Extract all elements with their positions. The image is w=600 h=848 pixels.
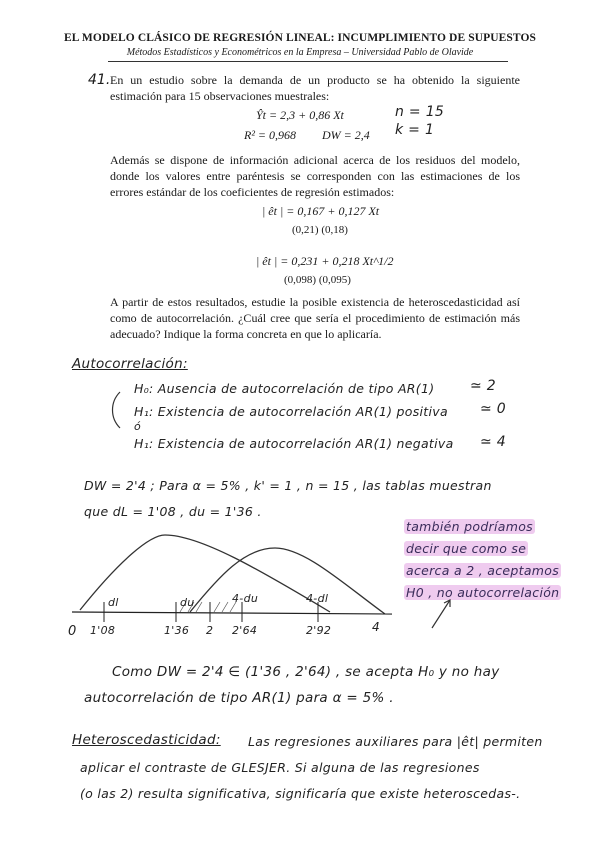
axis-du-label: du: [180, 596, 195, 609]
axis-4du-label: 4-du: [232, 592, 259, 605]
hypothesis-h1-negative: H₁: Existencia de autocorrelación AR(1) negativa: [134, 436, 454, 451]
heteroscedasticity-heading: Heteroscedasticidad:: [72, 732, 221, 748]
note-k: k = 1: [395, 122, 435, 138]
problem-intro: En un estudio sobre la demanda de un producto se ha obtenido la siguiente estimación para 15 observaciones muestrales:: [110, 73, 520, 103]
conclusion-line-1: Como DW = 2'4 ∈ (1'36 , 2'64) , se acepta H₀ y no hay: [112, 664, 500, 680]
side-note-line-4: H0 , no autocorrelación: [406, 585, 560, 600]
r-squared: R² = 0,968: [244, 128, 297, 142]
auxiliary-regression-2: | êt | = 0,231 + 0,218 Xt^1/2: [256, 254, 394, 268]
residual-info: Además se dispone de información adicional acerca de los residuos del modelo, donde los valores entre paréntesis se corresponden con las estimaciones de los errores estándar de los coeficientes de regresión estimados:: [110, 153, 520, 199]
side-note-line-2: decir que como se: [406, 541, 527, 556]
regression-equation: Ŷt = 2,3 + 0,86 Xt: [256, 108, 344, 122]
side-note-arrowhead: [444, 600, 450, 607]
hypothesis-h1-value: ≃ 0: [480, 401, 506, 417]
axis-dl-label: dl: [108, 596, 119, 609]
heteroscedasticity-line-2: aplicar el contraste de GLESJER. Si alguna de las regresiones: [80, 760, 480, 775]
conclusion-line-2: autocorrelación de tipo AR(1) para α = 5% .: [84, 690, 394, 706]
dw-curve-alt: [190, 548, 385, 614]
hypothesis-h1b-value: ≃ 4: [480, 434, 506, 450]
problem-question: A partir de estos resultados, estudie la posible existencia de heteroscedasticidad así como de autocorrelación. ¿Cuál cree que sería el procedimiento de estimación más adecuado? Indique la forma concreta en que lo aplicaría.: [110, 295, 520, 341]
hypothesis-h0-value: ≃ 2: [470, 378, 496, 394]
tick-label-2: 2: [206, 624, 214, 637]
autocorrelation-heading: Autocorrelación:: [72, 356, 188, 372]
axis-origin: 0: [68, 624, 77, 639]
axis-4dl-label: 4-dl: [306, 592, 329, 605]
hypothesis-h0: H₀: Ausencia de autocorrelación de tipo AR(1): [134, 381, 435, 396]
side-note-line-1: también podríamos: [406, 519, 533, 534]
dw-statement: DW = 2'4 ; Para α = 5% , k' = 1 , n = 15 , las tablas muestran: [84, 478, 492, 493]
auxiliary-regression-2-se: (0,098) (0,095): [284, 274, 351, 286]
durbin-watson: DW = 2,4: [322, 128, 370, 142]
auxiliary-regression-1: | êt | = 0,167 + 0,127 Xt: [262, 204, 380, 218]
auxiliary-regression-1-se: (0,21) (0,18): [292, 224, 348, 236]
hypothesis-h1-positive: H₁: Existencia de autocorrelación AR(1) positiva: [134, 404, 448, 419]
tick-label-108: 1'08: [90, 624, 116, 637]
note-n: n = 15: [395, 104, 445, 120]
tick-label-264: 2'64: [232, 624, 258, 637]
critical-bounds: que dL = 1'08 , du = 1'36 .: [84, 504, 262, 519]
hypotheses-bracket: [113, 392, 121, 428]
tick-label-292: 2'92: [306, 624, 332, 637]
document-subtitle: Métodos Estadísticos y Econométricos en la Empresa – Universidad Pablo de Olavide: [126, 47, 474, 58]
side-note-line-3: acerca a 2 , aceptamos: [406, 563, 560, 578]
problem-number: 41.: [88, 72, 111, 88]
heteroscedasticity-line-1: Las regresiones auxiliares para |êt| permiten: [248, 734, 543, 749]
heteroscedasticity-line-3: (o las 2) resulta significativa, significaría que existe heteroscedas-.: [80, 786, 521, 801]
side-note-arrow: [432, 600, 450, 628]
document-title: EL MODELO CLÁSICO DE REGRESIÓN LINEAL: INCUMPLIMIENTO DE SUPUESTOS: [63, 32, 537, 44]
dw-axis: [72, 612, 392, 614]
or-label: ó: [134, 420, 142, 433]
tick-label-4: 4: [372, 620, 380, 634]
tick-label-136: 1'36: [164, 624, 190, 637]
